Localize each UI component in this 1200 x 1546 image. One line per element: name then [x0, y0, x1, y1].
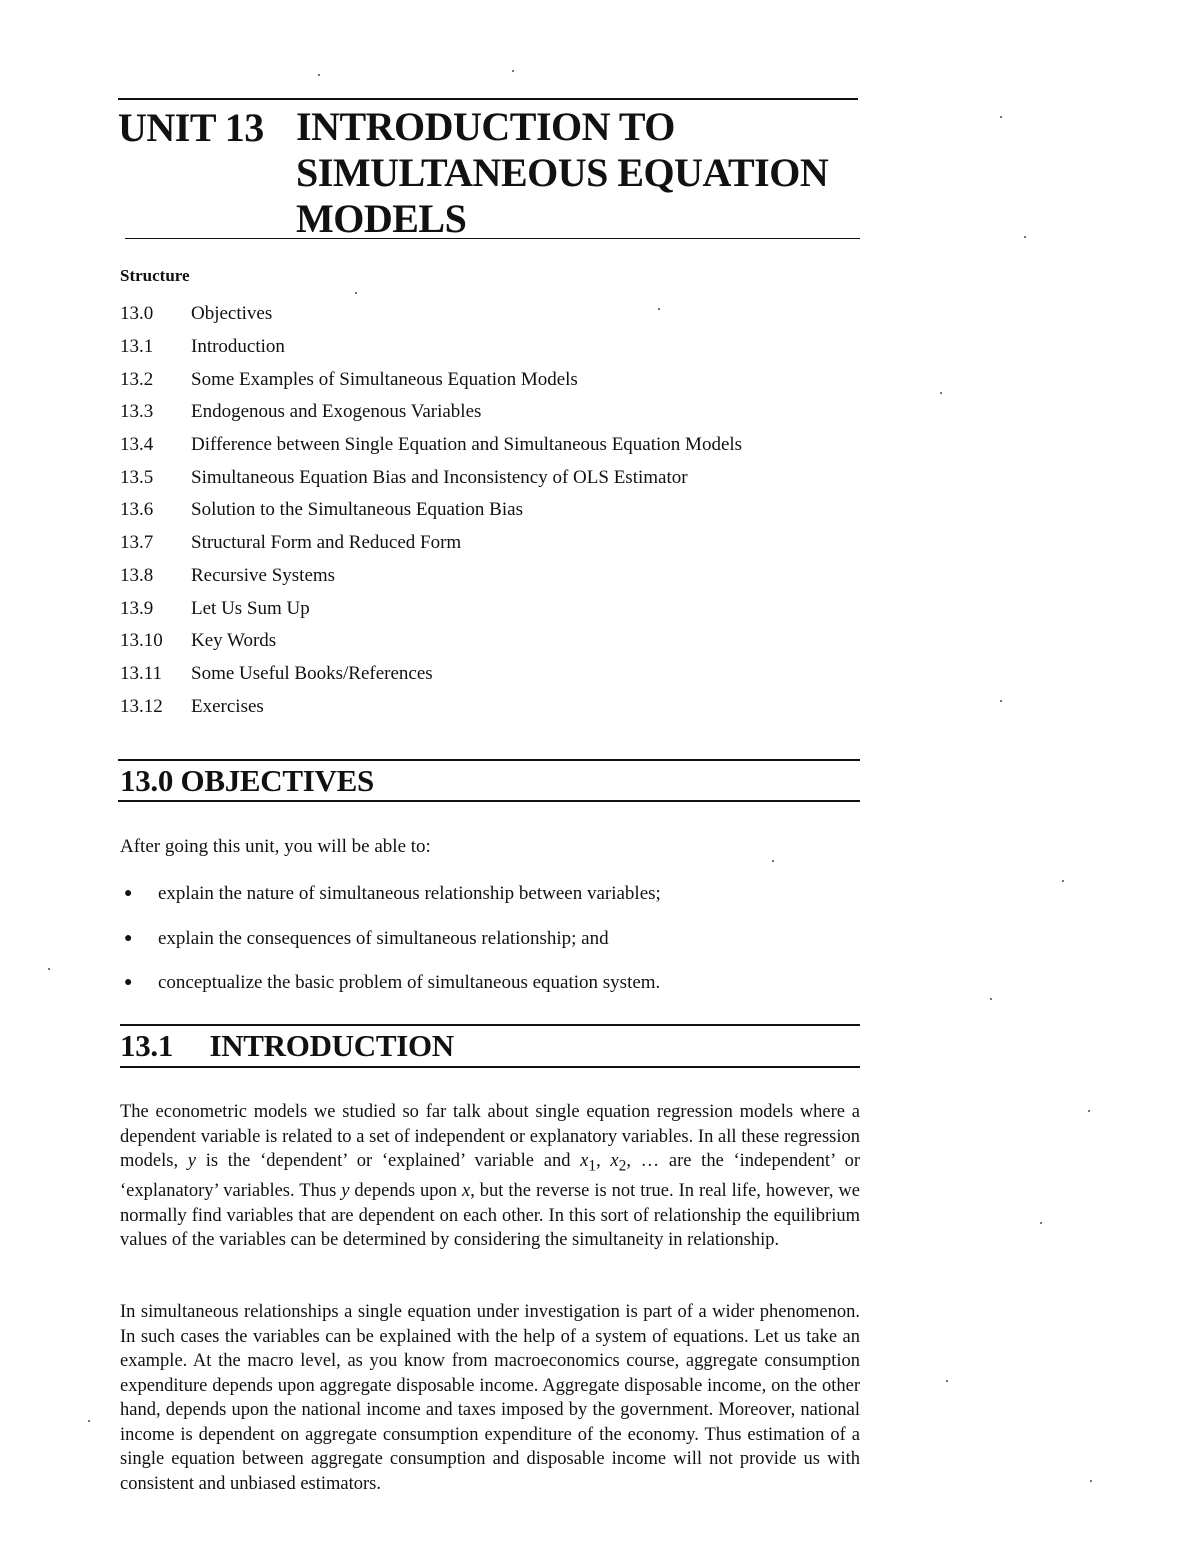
text-run: ,: [596, 1151, 611, 1171]
toc-item-number: 13.9: [120, 597, 154, 619]
toc-item-label: Difference between Single Equation and Simultaneous Equation Models: [191, 434, 743, 456]
toc-item: [120, 527, 860, 560]
toc-item: [120, 658, 860, 691]
toc-item-number: 13.10: [120, 630, 163, 652]
math-variable: x: [461, 1181, 471, 1202]
toc-item-number: 13.8: [120, 564, 154, 586]
toc-item: [120, 461, 860, 494]
math-subscript: 1: [588, 1157, 597, 1175]
bullet-icon: ●: [124, 975, 133, 991]
table-of-contents: [120, 298, 860, 723]
scan-speck: [1040, 1222, 1042, 1224]
toc-item-number: 13.6: [120, 499, 154, 521]
toc-item-number: 13.11: [120, 662, 163, 684]
toc-item: [120, 363, 860, 396]
objectives-list: [120, 872, 860, 1006]
toc-item-label: Key Words: [191, 630, 277, 652]
toc-item: [120, 625, 860, 658]
header-top-rule: [118, 98, 858, 100]
toc-item-label: Objectives: [191, 303, 273, 325]
bullet-icon: ●: [124, 930, 133, 946]
introduction-heading: [120, 1028, 454, 1064]
scan-speck: [772, 860, 774, 862]
scan-speck: [1090, 1480, 1092, 1482]
scan-speck: [48, 968, 50, 970]
toc-item-number: 13.1: [120, 336, 154, 358]
introduction-paragraph-1: [120, 1100, 860, 1253]
section-number: 13.0: [120, 763, 174, 798]
math-variable: y: [341, 1181, 350, 1202]
scan-speck: [88, 1420, 90, 1422]
toc-item-label: Structural Form and Reduced Form: [191, 532, 462, 554]
toc-item: [120, 494, 860, 527]
scan-speck: [658, 308, 660, 310]
header-bottom-rule: [125, 238, 860, 239]
objectives-intro: After going this unit, you will be able to:: [120, 836, 431, 857]
toc-item: [120, 690, 860, 723]
unit-label: UNIT 13: [118, 105, 264, 150]
toc-item: [120, 560, 860, 593]
objectives-top-rule: [118, 759, 860, 761]
toc-item-label: Exercises: [191, 695, 264, 717]
scan-speck: [1024, 236, 1026, 238]
scan-speck: [990, 998, 992, 1000]
text-run: , … are the ‘independent’ or ‘explanatory’ variables. Thus: [120, 1151, 860, 1202]
unit-title-line: INTRODUCTION TO: [296, 104, 675, 149]
scan-speck: [1000, 116, 1002, 118]
section-title: OBJECTIVES: [180, 763, 374, 798]
toc-item-number: 13.5: [120, 466, 154, 488]
text-run: depends upon: [349, 1181, 462, 1202]
scan-speck: [355, 292, 357, 294]
list-item-text: explain the consequences of simultaneous relationship; and: [158, 927, 609, 949]
math-variable: x: [580, 1151, 589, 1171]
toc-item-number: 13.12: [120, 695, 163, 717]
toc-item-number: 13.4: [120, 434, 154, 456]
scan-speck: [940, 392, 942, 394]
toc-item-label: Recursive Systems: [191, 564, 336, 586]
toc-item-number: 13.7: [120, 532, 154, 554]
list-item-text: explain the nature of simultaneous relationship between variables;: [158, 883, 661, 905]
scan-speck: [946, 1380, 948, 1382]
unit-title-line: MODELS: [296, 196, 467, 241]
introduction-top-rule: [120, 1024, 860, 1026]
unit-title: [296, 104, 828, 242]
text-run: The econometric models we studied so far talk about single equation regression models where a dependent variable is related to a set of independent or explanatory variables. In all these regression models,: [120, 1102, 860, 1171]
toc-item-label: Introduction: [191, 336, 285, 358]
math-variable: y: [187, 1151, 196, 1171]
toc-item-label: Endogenous and Exogenous Variables: [191, 401, 482, 423]
toc-item-label: Some Useful Books/References: [191, 662, 433, 684]
introduction-paragraph-2: In simultaneous relationships a single equation under investigation is part of a wider phenomenon. In such cases the variables can be explained with the help of a system of equations. Let us take an example. At the macro level, as you know from macroeconomics course, aggregate consumption expenditure depends upon aggregate disposable income. Aggregate disposable income, on the other hand, depends upon the national income and taxes imposed by the government. Moreover, national income is dependent on aggregate consumption expenditure of the economy. Thus estimation of a single equation between aggregate consumption and disposable income will not provide us with consistent and unbiased estimators.: [120, 1302, 860, 1494]
text-run: , but the reverse is not true. In real life, however, we normally find variables that are dependent on each other. In this sort of relationship the equilibrium values of the variables can be determined by considering the simultaneity in relationship.: [120, 1181, 860, 1251]
list-item: [120, 917, 860, 962]
unit-title-line: SIMULTANEOUS EQUATION: [296, 150, 829, 195]
math-variable: x: [610, 1151, 619, 1171]
toc-item-number: 13.3: [120, 401, 154, 423]
introduction-bottom-rule: [120, 1066, 860, 1068]
section-title: INTRODUCTION: [209, 1028, 454, 1063]
math-subscript: 2: [618, 1157, 627, 1175]
text-run: is the ‘dependent’ or ‘explained’ variable and: [196, 1151, 581, 1171]
scan-speck: [1088, 1110, 1090, 1112]
toc-item-label: Solution to the Simultaneous Equation Bias: [191, 499, 523, 521]
structure-heading: Structure: [120, 266, 190, 285]
toc-item: [120, 298, 860, 331]
scan-speck: [1062, 880, 1064, 882]
section-number: 13.1: [120, 1028, 174, 1063]
list-item-text: conceptualize the basic problem of simultaneous equation system.: [158, 972, 661, 994]
toc-item: [120, 429, 860, 462]
scan-speck: [512, 70, 514, 72]
toc-item: [120, 592, 860, 625]
toc-item: [120, 331, 860, 364]
toc-item-label: Let Us Sum Up: [191, 597, 310, 619]
toc-item-label: Simultaneous Equation Bias and Inconsistency of OLS Estimator: [191, 466, 688, 488]
toc-item-number: 13.0: [120, 303, 154, 325]
bullet-icon: ●: [124, 886, 133, 902]
scan-speck: [318, 74, 320, 76]
toc-item-label: Some Examples of Simultaneous Equation Models: [191, 368, 578, 390]
objectives-heading: [120, 763, 374, 799]
list-item: [120, 961, 860, 1006]
toc-item-number: 13.2: [120, 368, 154, 390]
list-item: [120, 872, 860, 917]
scan-speck: [1000, 700, 1002, 702]
toc-item: [120, 396, 860, 429]
objectives-bottom-rule: [118, 800, 860, 802]
